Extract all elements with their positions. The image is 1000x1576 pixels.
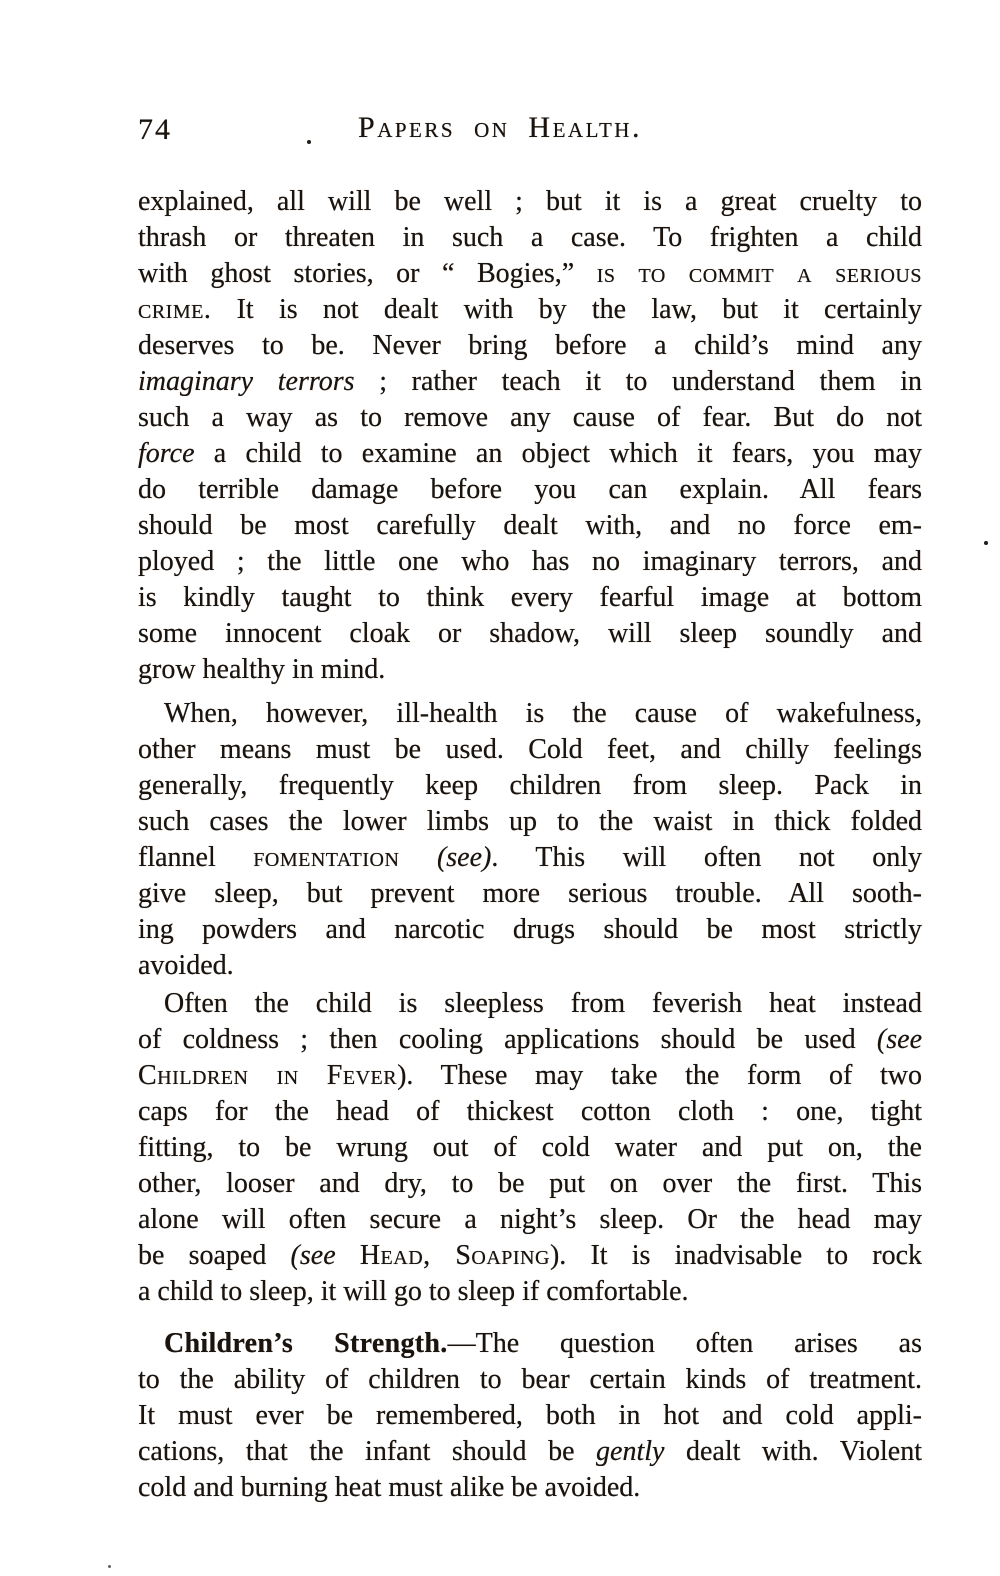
text-segment: Often the child is sleepless from feverish heat instead bbox=[164, 988, 922, 1019]
text-line bbox=[138, 986, 922, 1022]
text-segment: . This will often not only bbox=[491, 842, 922, 873]
text-line bbox=[138, 1362, 922, 1398]
small-caps-reference: fomentation bbox=[253, 842, 400, 873]
text-segment: thrash or threaten in such a case. To frighten a child bbox=[138, 222, 922, 253]
text-line bbox=[138, 1398, 922, 1434]
text-line bbox=[138, 544, 922, 580]
text-segment: do terrible damage before you can explain. All fears bbox=[138, 474, 922, 505]
small-caps-reference: crime. bbox=[138, 294, 212, 325]
text-line bbox=[138, 1202, 922, 1238]
text-segment: grow healthy in mind. bbox=[138, 654, 386, 685]
text-segment: deserves to be. Never bring before a child’s mind any bbox=[138, 330, 922, 361]
text-line bbox=[138, 1166, 922, 1202]
small-caps-reference: Children in Fever bbox=[138, 1060, 398, 1091]
text-segment: flannel bbox=[138, 842, 254, 873]
text-line bbox=[138, 472, 922, 508]
italic-text: (see bbox=[290, 1240, 336, 1271]
text-segment: ). These may take the form of two bbox=[397, 1060, 922, 1091]
text-segment: of coldness ; then cooling applications should be used bbox=[138, 1024, 877, 1055]
text-line bbox=[138, 292, 922, 328]
text-segment bbox=[336, 1240, 360, 1271]
text-line bbox=[138, 508, 922, 544]
text-segment: cold and burning heat must alike be avoided. bbox=[138, 1472, 641, 1503]
text-line bbox=[138, 256, 922, 292]
italic-text: (see bbox=[876, 1024, 922, 1055]
text-segment: ). It is inadvisable to rock bbox=[549, 1240, 923, 1271]
ink-speck bbox=[307, 140, 311, 144]
text-segment: with ghost stories, or “ Bogies,” bbox=[138, 258, 597, 289]
text-segment: generally, frequently keep children from sleep. Pack in bbox=[138, 770, 922, 801]
text-segment bbox=[399, 842, 437, 873]
page-body bbox=[138, 184, 922, 1506]
text-line bbox=[138, 436, 922, 472]
text-segment: alone will often secure a night’s sleep. Or the head may bbox=[138, 1204, 922, 1235]
text-segment: explained, all will be well ; but it is a great cruelty to bbox=[138, 186, 922, 217]
small-caps-reference: is to commit a serious bbox=[596, 258, 922, 289]
italic-text: gently bbox=[596, 1436, 665, 1467]
text-segment: ; rather teach it to understand them in bbox=[354, 366, 922, 397]
text-line bbox=[138, 1274, 922, 1310]
text-line bbox=[138, 220, 922, 256]
text-segment: other, looser and dry, to be put on over the first. This bbox=[138, 1168, 922, 1199]
text-segment: When, however, ill-health is the cause of wakefulness, bbox=[164, 698, 922, 729]
text-line bbox=[138, 328, 922, 364]
text-line bbox=[138, 804, 922, 840]
text-line bbox=[138, 732, 922, 768]
ink-speck bbox=[984, 541, 988, 545]
page-number: 74 bbox=[138, 113, 172, 146]
text-segment: should be most carefully dealt with, and no force em- bbox=[138, 510, 922, 541]
text-segment: a child to sleep, it will go to sleep if comfortable. bbox=[138, 1276, 689, 1307]
text-line bbox=[138, 1470, 922, 1506]
text-line bbox=[138, 696, 922, 732]
text-line bbox=[138, 1326, 922, 1362]
italic-text: imaginary terrors bbox=[138, 366, 355, 397]
text-segment: ing powders and narcotic drugs should be most strictly bbox=[138, 914, 922, 945]
text-line bbox=[138, 912, 922, 948]
text-segment: some innocent cloak or shadow, will sleep soundly and bbox=[138, 618, 922, 649]
text-line bbox=[138, 876, 922, 912]
italic-text: (see) bbox=[436, 842, 492, 873]
text-segment: caps for the head of thickest cotton cloth : one, tight bbox=[138, 1096, 922, 1127]
text-line bbox=[138, 840, 922, 876]
paragraph-fears-continued bbox=[138, 184, 922, 688]
text-segment: give sleep, but prevent more serious trouble. All sooth- bbox=[138, 878, 922, 909]
text-segment: such cases the lower limbs up to the waist in thick folded bbox=[138, 806, 922, 837]
text-segment: avoided. bbox=[138, 950, 234, 981]
text-line bbox=[138, 1022, 922, 1058]
text-segment: It is not dealt with by the law, but it certainly bbox=[211, 294, 922, 325]
text-segment: —The question often arises as bbox=[447, 1328, 922, 1359]
text-line bbox=[138, 1094, 922, 1130]
text-line bbox=[138, 364, 922, 400]
text-line bbox=[138, 400, 922, 436]
text-line bbox=[138, 652, 922, 688]
text-line bbox=[138, 1434, 922, 1470]
text-line bbox=[138, 1130, 922, 1166]
paragraph-feverish-heat bbox=[138, 986, 922, 1310]
text-line bbox=[138, 768, 922, 804]
text-segment: dealt with. Violent bbox=[664, 1436, 922, 1467]
text-line bbox=[138, 580, 922, 616]
text-line bbox=[138, 1058, 922, 1094]
running-title: Papers on Health. bbox=[358, 111, 642, 144]
text-line bbox=[138, 616, 922, 652]
text-line bbox=[138, 184, 922, 220]
text-segment: fitting, to be wrung out of cold water and put on, the bbox=[138, 1132, 922, 1163]
text-segment: ployed ; the little one who has no imaginary terrors, and bbox=[138, 546, 922, 577]
entry-title: Children’s Strength. bbox=[164, 1328, 448, 1359]
text-line bbox=[138, 948, 922, 984]
text-line bbox=[138, 1238, 922, 1274]
text-segment: It must ever be remembered, both in hot and cold appli- bbox=[138, 1400, 922, 1431]
paragraph-ill-health-wakefulness bbox=[138, 696, 922, 984]
entry-childrens-strength bbox=[138, 1326, 922, 1506]
small-caps-reference: Head, Soaping bbox=[359, 1240, 550, 1271]
italic-text: force bbox=[138, 438, 195, 469]
page-header bbox=[0, 111, 1000, 153]
ink-speck bbox=[108, 1565, 111, 1568]
text-segment: be soaped bbox=[138, 1240, 291, 1271]
text-segment: other means must be used. Cold feet, and chilly feelings bbox=[138, 734, 922, 765]
text-segment: a child to examine an object which it fears, you may bbox=[194, 438, 922, 469]
text-segment: cations, that the infant should be bbox=[138, 1436, 597, 1467]
text-segment: to the ability of children to bear certain kinds of treatment. bbox=[138, 1364, 922, 1395]
text-segment: such a way as to remove any cause of fear. But do not bbox=[138, 402, 922, 433]
text-segment: is kindly taught to think every fearful image at bottom bbox=[138, 582, 922, 613]
